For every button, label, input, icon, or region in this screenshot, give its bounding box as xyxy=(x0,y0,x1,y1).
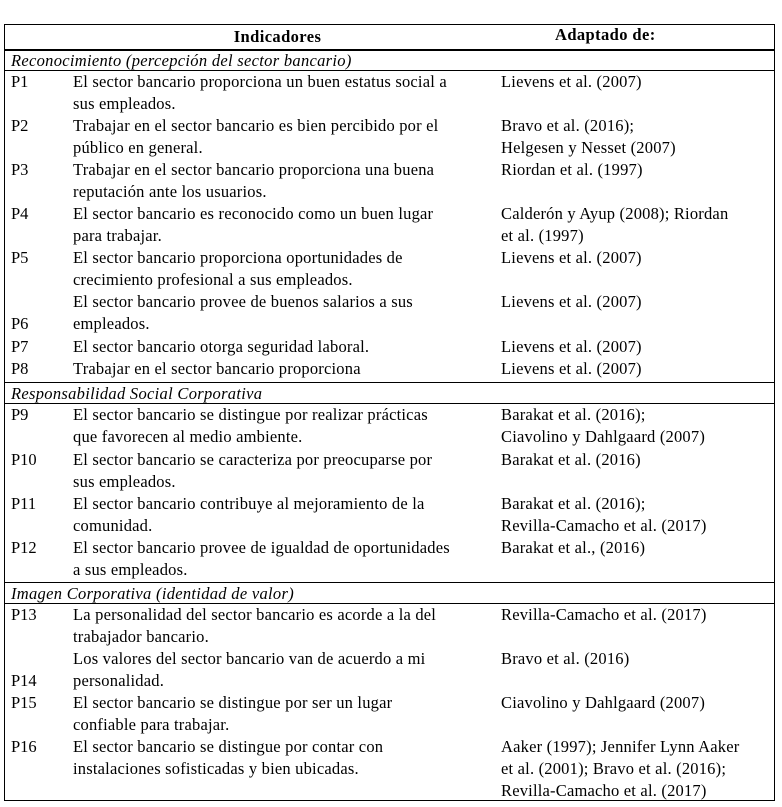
item-text: El sector bancario provee de igualdad de oportunidades xyxy=(73,538,450,557)
section-reconocimiento xyxy=(5,49,774,71)
item-source: Revilla-Camacho et al. (2017) xyxy=(501,781,707,800)
item-source: Lievens et al. (2007) xyxy=(501,337,642,356)
section-imagen-corporativa xyxy=(5,582,774,604)
item-id: P16 xyxy=(11,737,37,756)
item-source: Aaker (1997); Jennifer Lynn Aaker xyxy=(501,737,740,756)
item-source: Barakat et al. (2016) xyxy=(501,450,641,469)
item-id: P13 xyxy=(11,605,37,624)
item-text: reputación ante los usuarios. xyxy=(73,182,267,201)
item-id: P5 xyxy=(11,248,29,267)
item-source: Lievens et al. (2007) xyxy=(501,359,642,378)
section-title: Imagen Corporativa (identidad de valor) xyxy=(11,584,294,603)
item-source: et al. (2001); Bravo et al. (2016); xyxy=(501,759,727,778)
item-source: Helgesen y Nesset (2007) xyxy=(501,138,676,157)
item-text: El sector bancario es reconocido como un buen lugar xyxy=(73,204,434,223)
item-text: El sector bancario se distingue por contar con xyxy=(73,737,384,756)
item-id: P9 xyxy=(11,405,29,424)
item-text: instalaciones sofisticadas y bien ubicadas. xyxy=(73,759,359,778)
item-id: P2 xyxy=(11,116,29,135)
item-text: El sector bancario se caracteriza por preocuparse por xyxy=(73,450,433,469)
item-id: P11 xyxy=(11,494,37,513)
item-source: Ciavolino y Dahlgaard (2007) xyxy=(501,693,706,712)
item-text: Trabajar en el sector bancario proporciona xyxy=(73,359,361,378)
header-indicadores: Indicadores xyxy=(233,27,322,46)
item-source: Ciavolino y Dahlgaard (2007) xyxy=(501,427,706,446)
item-text: El sector bancario proporciona oportunidades de xyxy=(73,248,403,267)
item-text: El sector bancario proporciona un buen estatus social a xyxy=(73,72,447,91)
item-text: para trabajar. xyxy=(73,226,162,245)
item-id: P14 xyxy=(11,671,37,690)
item-text: El sector bancario otorga seguridad laboral. xyxy=(73,337,370,356)
item-text: público en general. xyxy=(73,138,203,157)
item-text: sus empleados. xyxy=(73,472,176,491)
item-text: Trabajar en el sector bancario es bien percibido por el xyxy=(73,116,439,135)
item-source: Lievens et al. (2007) xyxy=(501,248,642,267)
item-text: El sector bancario provee de buenos salarios a sus xyxy=(73,292,413,311)
item-id: P15 xyxy=(11,693,37,712)
table-header xyxy=(5,25,774,51)
item-text: empleados. xyxy=(73,314,150,333)
item-text: a sus empleados. xyxy=(73,560,188,579)
item-source: Barakat et al. (2016); xyxy=(501,494,646,513)
section-responsabilidad-social xyxy=(5,382,774,404)
header-adaptado-de: Adaptado de: xyxy=(555,25,656,44)
section-title: Reconocimiento (percepción del sector bancario) xyxy=(11,51,352,70)
item-id: P8 xyxy=(11,359,29,378)
item-text: El sector bancario se distingue por realizar prácticas xyxy=(73,405,428,424)
section-title: Responsabilidad Social Corporativa xyxy=(11,384,263,403)
item-id: P3 xyxy=(11,160,29,179)
item-text: comunidad. xyxy=(73,516,153,535)
item-source: Lievens et al. (2007) xyxy=(501,72,642,91)
item-text: trabajador bancario. xyxy=(73,627,209,646)
item-text: El sector bancario contribuye al mejoramiento de la xyxy=(73,494,425,513)
item-source: Riordan et al. (1997) xyxy=(501,160,643,179)
item-id: P6 xyxy=(11,314,29,333)
item-id: P12 xyxy=(11,538,37,557)
item-text: personalidad. xyxy=(73,671,165,690)
item-id: P10 xyxy=(11,450,37,469)
item-source: et al. (1997) xyxy=(501,226,584,245)
item-id: P1 xyxy=(11,72,29,91)
item-text: crecimiento profesional a sus empleados. xyxy=(73,270,353,289)
item-source: Bravo et al. (2016); xyxy=(501,116,635,135)
item-source: Barakat et al., (2016) xyxy=(501,538,646,557)
item-text: Trabajar en el sector bancario proporciona una buena xyxy=(73,160,435,179)
item-text: sus empleados. xyxy=(73,94,176,113)
item-source: Lievens et al. (2007) xyxy=(501,292,642,311)
item-id: P7 xyxy=(11,337,29,356)
item-source: Revilla-Camacho et al. (2017) xyxy=(501,516,707,535)
item-text: El sector bancario se distingue por ser un lugar xyxy=(73,693,393,712)
item-text: que favorecen al medio ambiente. xyxy=(73,427,303,446)
item-text: confiable para trabajar. xyxy=(73,715,230,734)
item-source: Revilla-Camacho et al. (2017) xyxy=(501,605,707,624)
item-text: Los valores del sector bancario van de acuerdo a mi xyxy=(73,649,426,668)
item-text: La personalidad del sector bancario es acorde a la del xyxy=(73,605,437,624)
item-source: Bravo et al. (2016) xyxy=(501,649,630,668)
indicators-table xyxy=(4,24,775,801)
item-source: Calderón y Ayup (2008); Riordan xyxy=(501,204,729,223)
item-id: P4 xyxy=(11,204,29,223)
item-source: Barakat et al. (2016); xyxy=(501,405,646,424)
